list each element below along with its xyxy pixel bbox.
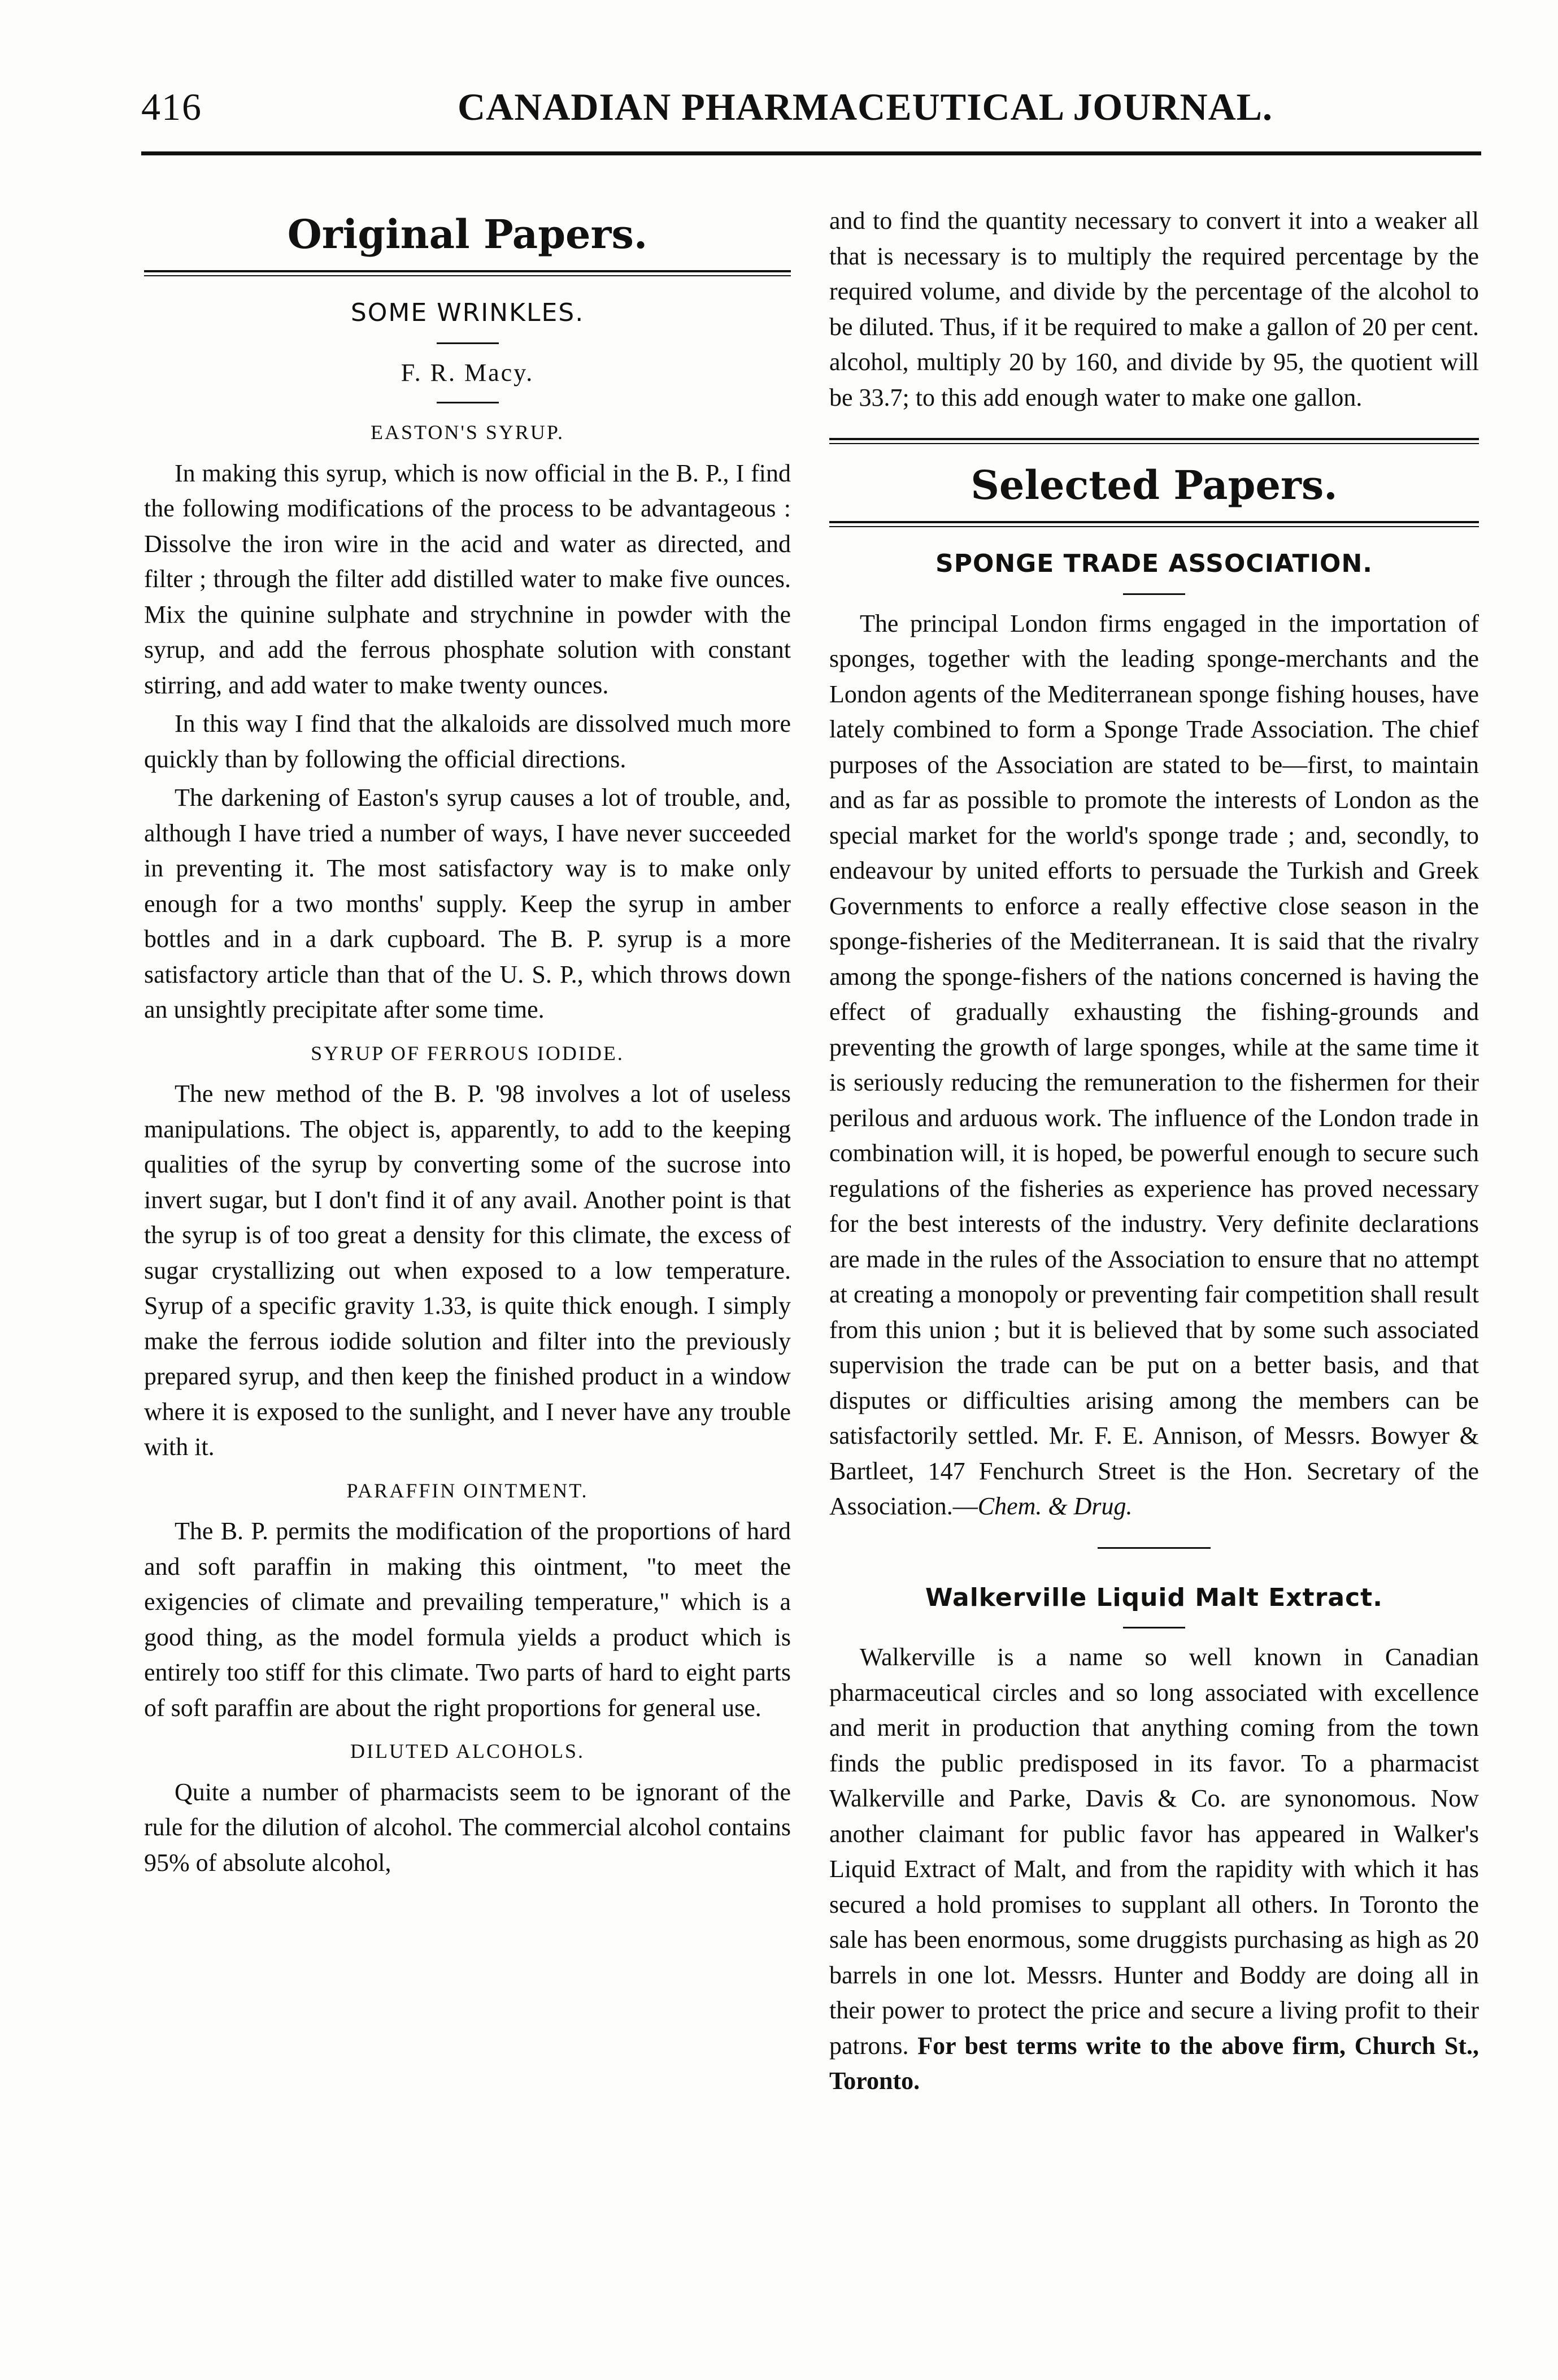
section-divider (144, 270, 791, 276)
paragraph: In this way I find that the alkaloids are dissolved much more quickly than by following the official directions. (144, 710, 791, 773)
section-divider (829, 438, 1479, 444)
article-title-walkerville-malt: Walkerville Liquid Malt Extract. (925, 1583, 1383, 1612)
section-title-selected-papers: Selected Papers. (971, 462, 1338, 509)
section-title-original-papers: Original Papers. (287, 211, 648, 258)
subhead-paraffin-ointment: PARAFFIN OINTMENT. (346, 1479, 589, 1502)
subhead-diluted-alcohols: DILUTED ALCOHOLS. (350, 1740, 585, 1762)
subhead-eastons-syrup: EASTON'S SYRUP. (371, 421, 564, 444)
title-divider (437, 342, 499, 344)
author-divider (437, 402, 499, 403)
right-column (829, 203, 1479, 2103)
left-column (144, 203, 791, 1884)
paragraph: The B. P. permits the modification of the proportions of hard and soft paraffin in making this ointment, "to meet the exigencies of climate and prevailing temperature," which is a good thing, as the model formula yields a product which is entirely too stiff for this climate. Two parts of hard to eight parts of soft paraffin are about the right proportions for general use. (144, 1517, 791, 1722)
paragraph-continuation: and to find the quantity necessary to convert it into a weaker all that is necessary is to multiply the required percentage by the required volume, and divide by the percentage of the alcohol to be diluted. Thus, if it be required to make a gallon of 20 per cent. alcohol, multiply 20 by 160, and divide by 95, the quotient will be 33.7; to this add enough water to make one gallon. (829, 207, 1479, 411)
article-divider (1098, 1547, 1211, 1549)
paragraph: The new method of the B. P. '98 involves a lot of useless manipulations. The object is, apparently, to add to the keeping qualities of the syrup by converting some of the sucrose into invert sugar, but I don't find it of any avail. Another point is that the syrup is of too great a density for this climate, the excess of sugar crystallizing out when exposed to a low temperature. Syrup of a specific gravity 1.33, is quite thick enough. I simply make the ferrous iodide solution and filter into the previously prepared syrup, and then keep the finished product in a window where it is exposed to the sunlight, and I never have any trouble with it. (144, 1080, 791, 1461)
title-divider (1123, 593, 1185, 595)
malt-closing: For best terms write to the above firm, Church St., Toronto. (829, 2031, 1479, 2095)
article-source: Chem. & Drug. (977, 1492, 1133, 1520)
section-divider (829, 521, 1479, 527)
header-rule (141, 151, 1481, 155)
malt-body: Walkerville is a name so well known in Canadian pharmaceutical circles and so long associated with excellence and merit in production that anything coming from the town finds the public predisposed in its favor. To a pharmacist Walkerville and Parke, Davis & Co. are synonomous. Now another claimant for public favor has appeared in Walker's Liquid Extract of Malt, and from the rapidity with which it has secured a hold promises to supplant all others. In Toronto the sale has been enormous, some druggists purchasing as high as 20 barrels in one lot. Messrs. Hunter and Boddy are doing all in their power to protect the price and secure a living profit to their patrons. (829, 1643, 1479, 2060)
journal-title: CANADIAN PHARMACEUTICAL JOURNAL. (458, 85, 1273, 128)
article-title-sponge-trade: SPONGE TRADE ASSOCIATION. (935, 549, 1373, 578)
running-header (141, 85, 1480, 153)
subhead-ferrous-iodide: SYRUP OF FERROUS IODIDE. (311, 1041, 624, 1065)
paragraph: The darkening of Easton's syrup causes a lot of trouble, and, although I have tried a number of ways, I have never succeeded in preventing it. The most satisfactory way is to make only enough for a two months' supply. Keep the syrup in amber bottles and in a dark cupboard. The B. P. syrup is a more satisfactory article than that of the U. S. P., which throws down an unsightly precipitate after some time. (144, 784, 791, 1023)
paragraph: Quite a number of pharmacists seem to be ignorant of the rule for the dilution of alcohol. The commercial alcohol contains 95% of absolute alcohol, (144, 1778, 791, 1877)
paragraph (829, 606, 1479, 1525)
paragraph (829, 1640, 1479, 2099)
article-author: F. R. Macy. (401, 358, 534, 386)
paragraph: In making this syrup, which is now official in the B. P., I find the following modifications of the process to be advantageous : Dissolve the iron wire in the acid and water as directed, and filter ; through the filter add distilled water to make five ounces. Mix the quinine sulphate and strychnine in powder with the syrup, and add the ferrous phosphate solution with constant stirring, and add water to make twenty ounces. (144, 459, 791, 699)
sponge-body: The principal London firms engaged in the importation of sponges, together with the leading sponge-merchants and the London agents of the Mediterranean sponge fishing houses, have lately combined to form a Sponge Trade Association. The chief purposes of the Association are stated to be—first, to maintain and as far as possible to promote the interests of London as the special market for the world's sponge trade ; and, secondly, to endeavour by united efforts to persuade the Turkish and Greek Governments to enforce a really effective close season in the sponge-fisheries of the Mediterranean. It is said that the rivalry among the sponge-fishers of the nations concerned is having the effect of gradually exhausting the fishing-grounds and preventing the growth of large sponges, while at the same time it is seriously reducing the remuneration to the fishermen for their perilous and arduous work. The influence of the London trade in combination will, it is hoped, be powerful enough to secure such regulations of the fisheries as experience has proved necessary for the best interests of the industry. Very definite declarations are made in the rules of the Association to ensure that no attempt at creating a monopoly or preventing fair competition shall result from this union ; but it is believed that by some such associated supervision the trade can be put on a better basis, and that disputes or difficulties arising among the members can be satisfactorily settled. Mr. F. E. Annison, of Messrs. Bowyer & Bartleet, 147 Fenchurch Street is the Hon. Secretary of the Association.— (829, 609, 1479, 1520)
article-title-some-wrinkles: SOME WRINKLES. (350, 298, 585, 327)
title-divider (1123, 1627, 1185, 1628)
page-number: 416 (141, 85, 202, 128)
